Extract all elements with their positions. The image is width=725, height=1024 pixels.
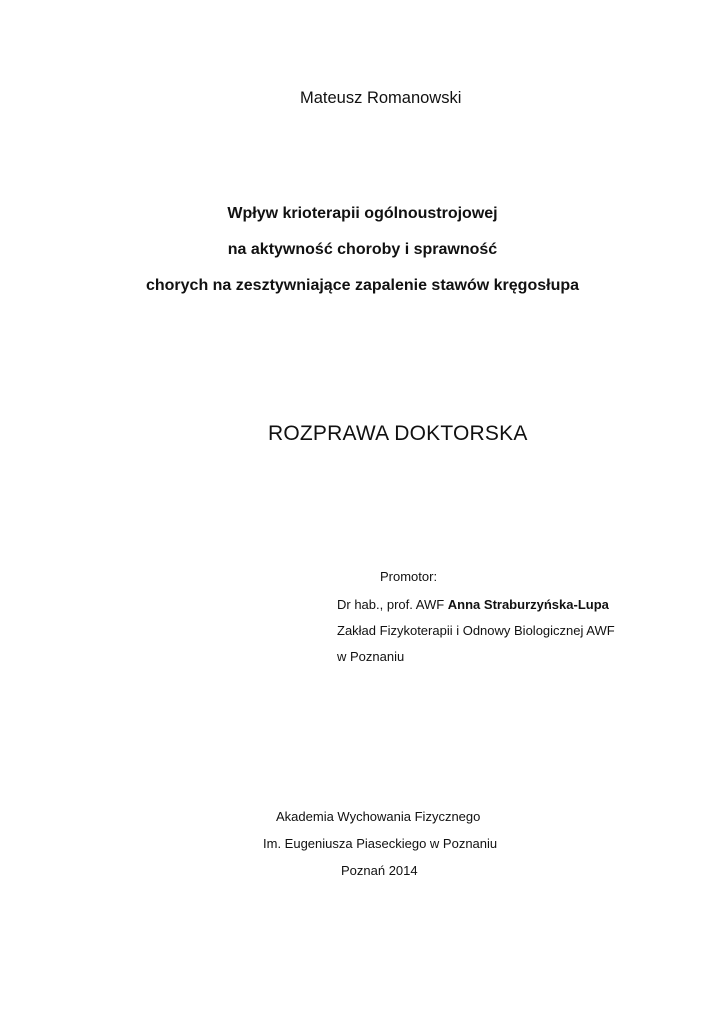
title-line-3: chorych na zesztywniające zapalenie stawów kręgosłupa bbox=[145, 277, 580, 294]
title-line-1: Wpływ krioterapii ogólnoustrojowej bbox=[227, 205, 498, 222]
author-name: Mateusz Romanowski bbox=[300, 89, 462, 107]
supervisor-location: w Poznaniu bbox=[337, 649, 405, 664]
supervisor-line bbox=[337, 598, 609, 611]
title-line-2: na aktywność choroby i sprawność bbox=[227, 241, 498, 258]
supervisor-title: Dr hab., prof. AWF bbox=[337, 597, 448, 612]
institution-patron: Im. Eugeniusza Piaseckiego w Poznaniu bbox=[263, 836, 498, 851]
supervisor-department: Zakład Fizykoterapii i Odnowy Biologicznej AWF bbox=[337, 623, 615, 638]
thesis-type: ROZPRAWA DOKTORSKA bbox=[268, 422, 528, 445]
supervisor-name: Anna Straburzyńska-Lupa bbox=[447, 597, 609, 612]
place-and-year: Poznań 2014 bbox=[341, 863, 418, 878]
institution-name: Akademia Wychowania Fizycznego bbox=[276, 809, 481, 824]
supervisor-label: Promotor: bbox=[380, 569, 438, 584]
